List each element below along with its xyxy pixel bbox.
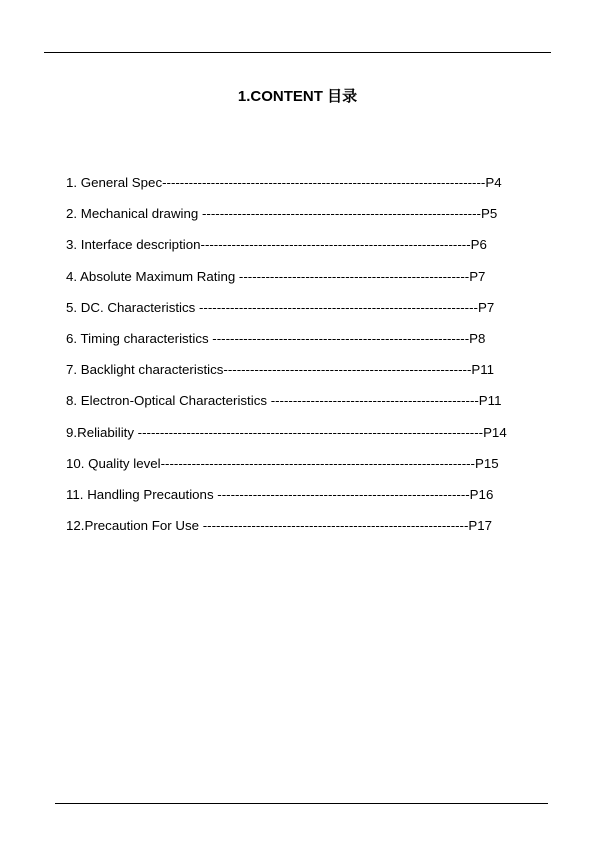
toc-entry-mechanical-drawing[interactable]: 2. Mechanical drawing ---------------------------------------------------------------P5: [66, 206, 498, 221]
toc-entry-absolute-maximum-rating[interactable]: 4. Absolute Maximum Rating ----------------------------------------------------P7: [66, 269, 486, 284]
toc-entry-general-spec[interactable]: 1. General Spec-------------------------------------------------------------------------P4: [66, 175, 502, 190]
toc-entry-interface-description[interactable]: 3. Interface description-------------------------------------------------------------P6: [66, 237, 487, 252]
toc-entry-handling-precautions[interactable]: 11. Handling Precautions ---------------------------------------------------------P16: [66, 487, 494, 502]
toc-entry-timing-characteristics[interactable]: 6. Timing characteristics ----------------------------------------------------------P8: [66, 331, 486, 346]
footer-divider: [55, 803, 548, 804]
toc-entry-quality-level[interactable]: 10. Quality level-----------------------------------------------------------------------P15: [66, 456, 499, 471]
toc-entry-backlight-characteristics[interactable]: 7. Backlight characteristics--------------------------------------------------------P11: [66, 362, 495, 377]
toc-entry-dc-characteristics[interactable]: 5. DC. Characteristics ---------------------------------------------------------------P7: [66, 300, 495, 315]
toc-entry-reliability[interactable]: 9.Reliability ------------------------------------------------------------------------------P14: [66, 425, 507, 440]
toc-entry-electron-optical-characteristics[interactable]: 8. Electron-Optical Characteristics -----------------------------------------------P11: [66, 393, 502, 408]
toc-entry-precaution-for-use[interactable]: 12.Precaution For Use ------------------------------------------------------------P17: [66, 518, 493, 533]
page-title: 1.CONTENT 目录: [237, 88, 358, 105]
